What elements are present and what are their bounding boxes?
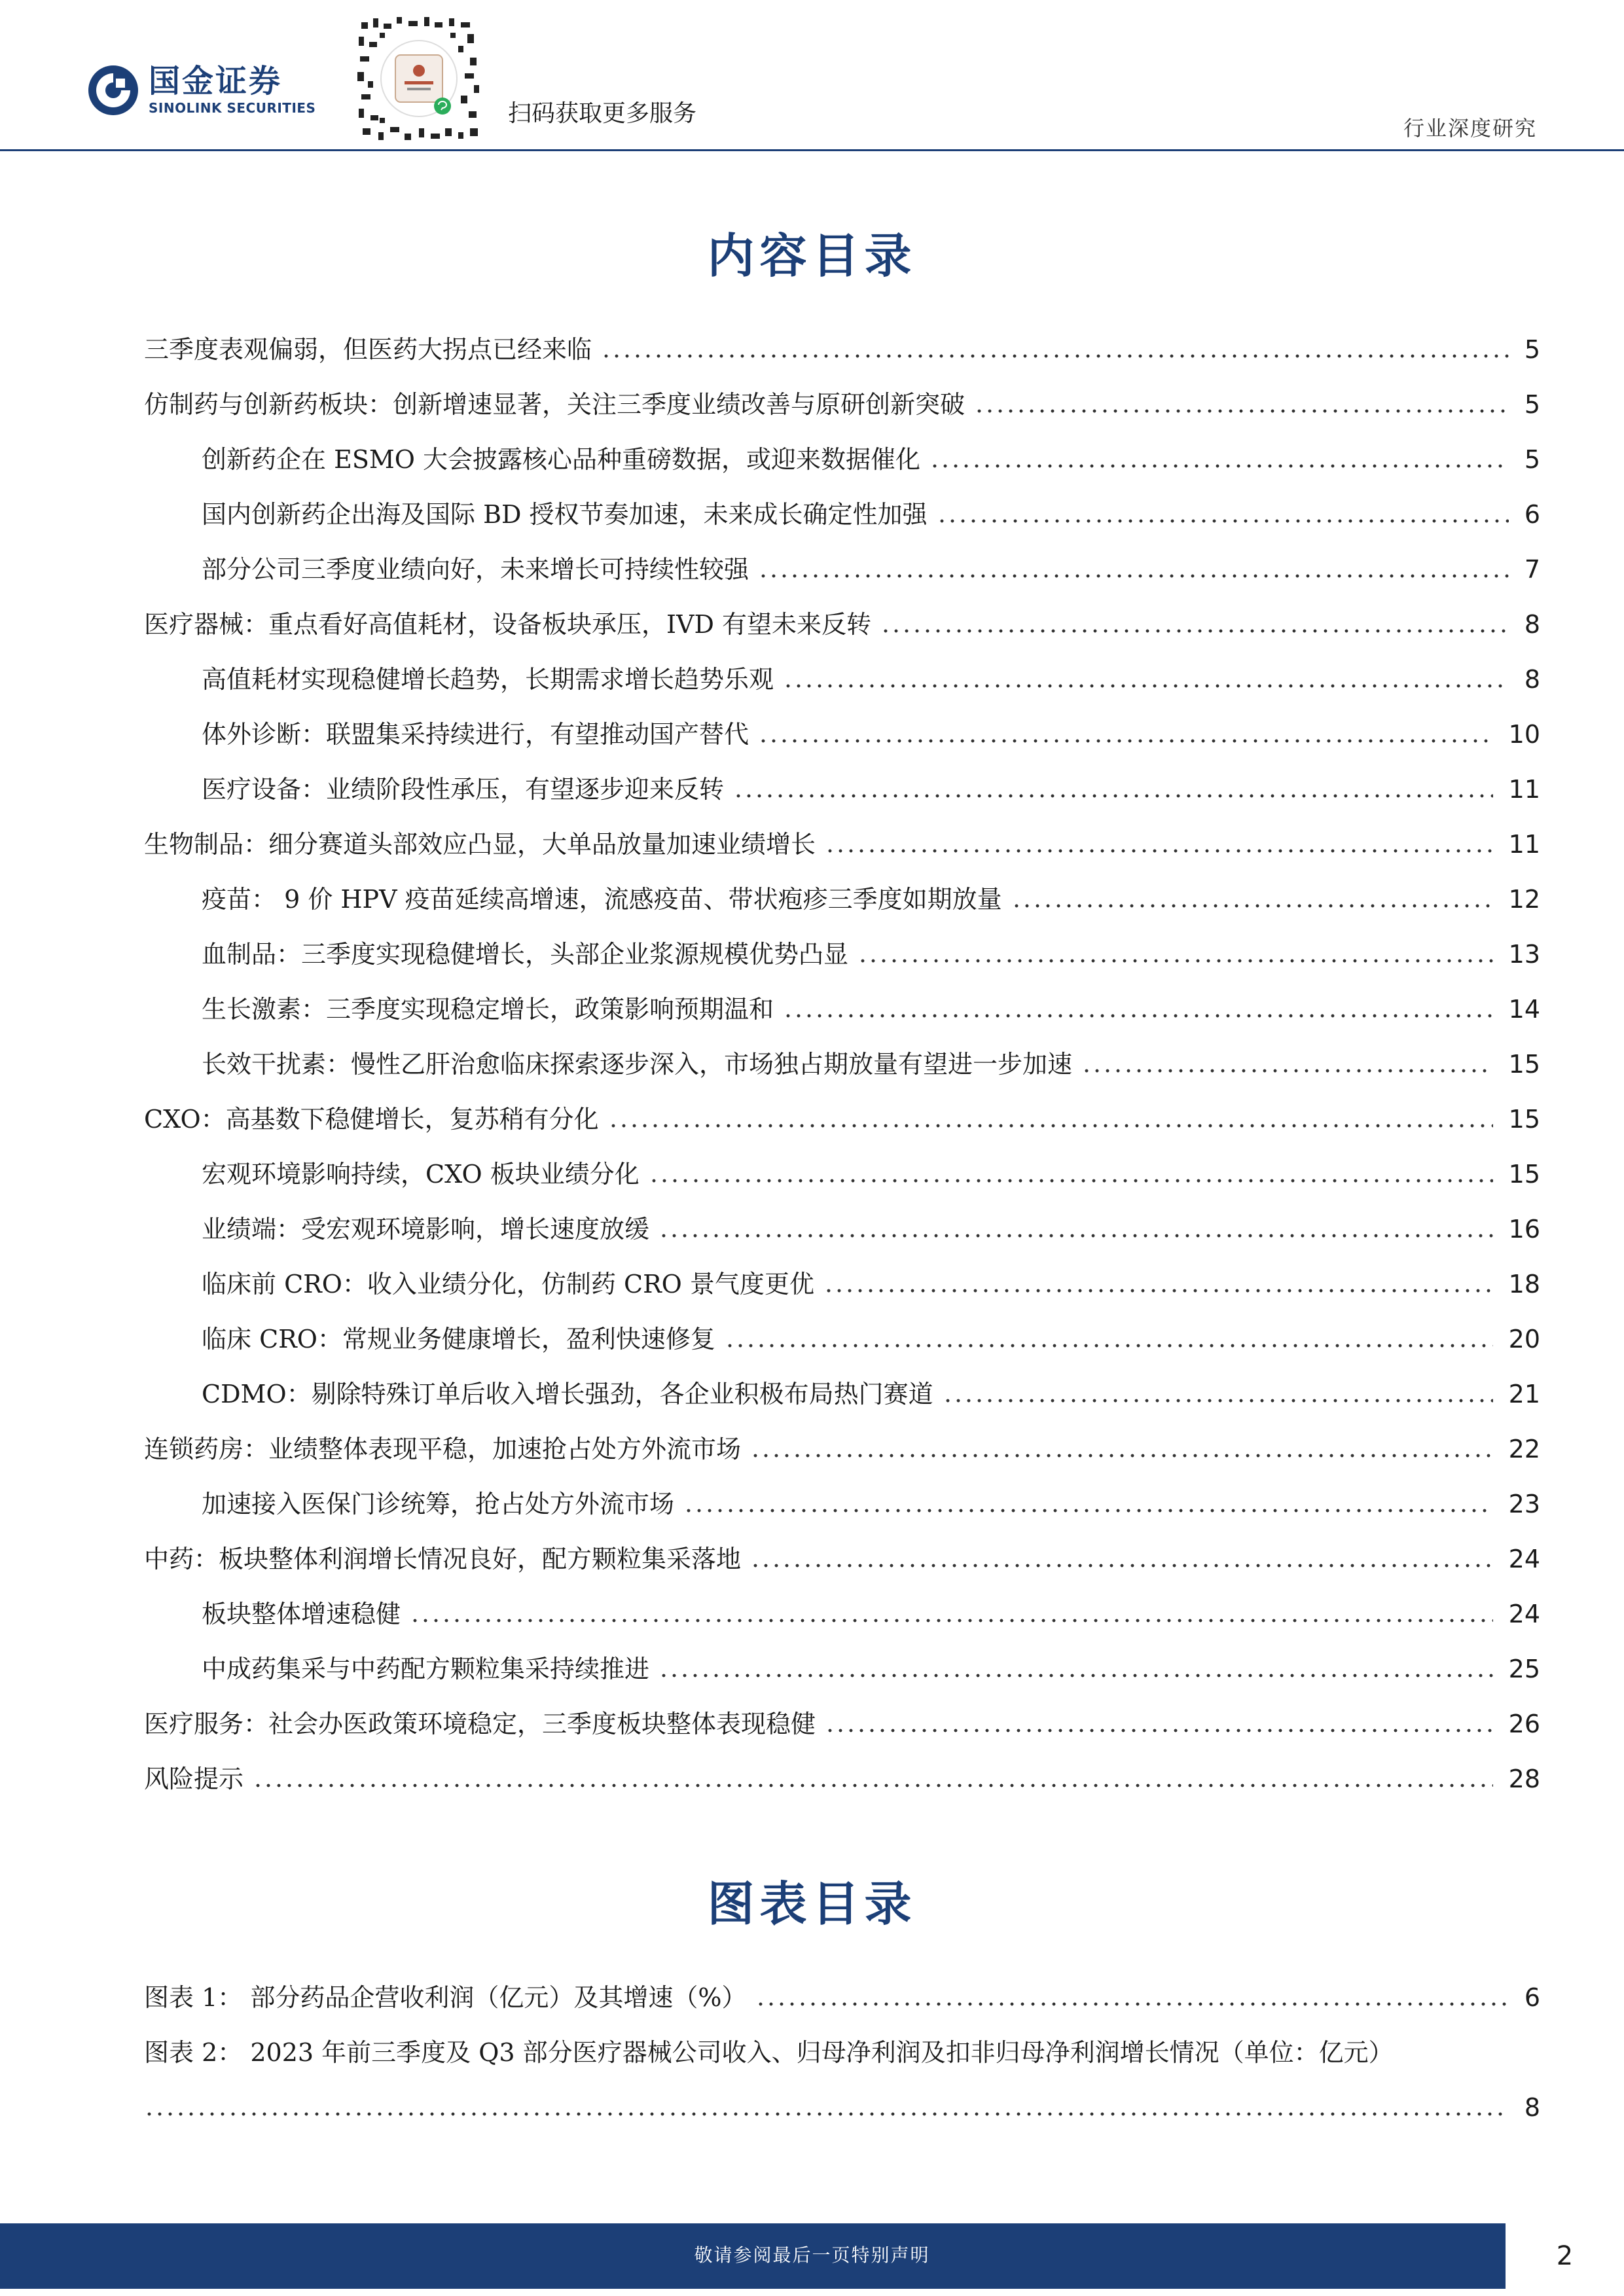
- toc-subentry[interactable]: [202, 550, 1540, 589]
- figure-entry[interactable]: [144, 1978, 1540, 2017]
- toc-entry-page: 20: [1508, 1325, 1540, 1354]
- dot-leader: [144, 2112, 1509, 2116]
- figure-list-title: 图表目录: [707, 1876, 917, 1931]
- toc-entry-label: 长效干扰素：慢性乙肝治愈临床探索逐步深入，市场独占期放量有望进一步加速: [202, 1050, 1073, 1079]
- toc-entry-label: 中成药集采与中药配方颗粒集采持续推进: [202, 1655, 650, 1683]
- figure-entry-page: 6: [1524, 1983, 1540, 2012]
- toc-entry-label: 医疗器械：重点看好高值耗材，设备板块承压，IVD 有望未来反转: [144, 610, 872, 639]
- toc-entry[interactable]: [144, 1704, 1540, 1744]
- company-logo: [87, 63, 323, 122]
- dot-leader: [857, 959, 1493, 963]
- toc-entry-label: 血制品：三季度实现稳健增长，头部企业浆源规模优势凸显: [202, 940, 849, 969]
- toc-entry[interactable]: [144, 385, 1540, 424]
- toc-entry-page: 5: [1524, 445, 1540, 474]
- figure-entry-label: 图表 2： 2023 年前三季度及 Q3 部分医疗器械公司收入、归母净利润及扣非归母净利润增长情况（单位：亿元）: [144, 2038, 1394, 2067]
- toc-subentry[interactable]: [202, 1319, 1540, 1359]
- dot-leader: [825, 1729, 1493, 1732]
- dot-leader: [649, 1179, 1493, 1183]
- dot-leader: [410, 1619, 1493, 1623]
- toc-entry-page: 6: [1524, 500, 1540, 529]
- toc-entry-page: 11: [1508, 775, 1540, 804]
- dot-leader: [659, 1674, 1493, 1677]
- dot-leader: [1011, 904, 1493, 908]
- dot-leader: [974, 409, 1509, 413]
- dot-leader: [683, 1509, 1493, 1513]
- toc-entry-page: 12: [1508, 885, 1540, 914]
- toc-entry-label: 中药：板块整体利润增长情况良好，配方颗粒集采落地: [144, 1545, 742, 1573]
- toc-subentry[interactable]: [202, 715, 1540, 754]
- toc-entry[interactable]: [144, 1429, 1540, 1469]
- toc-entry-page: 24: [1508, 1600, 1540, 1628]
- toc-entry-page: 8: [1524, 665, 1540, 694]
- toc-subentry[interactable]: [202, 495, 1540, 534]
- brand-name-en: SINOLINK SECURITIES: [149, 100, 316, 116]
- toc-entry-label: 仿制药与创新药板块：创新增速显著，关注三季度业绩改善与原研创新突破: [144, 390, 965, 419]
- dot-leader: [783, 1014, 1493, 1018]
- dot-leader: [758, 739, 1493, 743]
- qr-code-icon: [353, 13, 484, 144]
- toc-subentry[interactable]: [202, 990, 1540, 1029]
- sinolink-logo-icon: [87, 64, 139, 117]
- toc-entry-page: 18: [1508, 1270, 1540, 1299]
- toc-entry-page: 15: [1508, 1105, 1540, 1134]
- toc-entry-label: 风险提示: [144, 1765, 244, 1793]
- toc-subentry[interactable]: [202, 440, 1540, 479]
- toc-subentry[interactable]: [202, 1374, 1540, 1414]
- toc-entry-page: 14: [1508, 995, 1540, 1024]
- figure-entry-continuation: [144, 2088, 1540, 2127]
- toc-entry-label: 部分公司三季度业绩向好，未来增长可持续性较强: [202, 555, 749, 584]
- toc-entry-page: 25: [1508, 1655, 1540, 1683]
- toc-entry-label: 创新药企在 ESMO 大会披露核心品种重磅数据，或迎来数据催化: [202, 445, 920, 474]
- brand-name-cn: 国金证券: [149, 63, 283, 99]
- toc-entry-page: 15: [1508, 1050, 1540, 1079]
- header-divider: [0, 149, 1624, 151]
- toc-entry-label: 医疗设备：业绩阶段性承压，有望逐步迎来反转: [202, 775, 725, 804]
- toc-subentry[interactable]: [202, 880, 1540, 919]
- toc-entry-page: 26: [1508, 1710, 1540, 1738]
- dot-leader: [253, 1784, 1493, 1787]
- toc-subentry[interactable]: [202, 1265, 1540, 1304]
- toc-entry-label: 加速接入医保门诊统筹，抢占处方外流市场: [202, 1490, 675, 1518]
- toc-entry-page: 15: [1508, 1160, 1540, 1189]
- toc-entry-page: 24: [1508, 1545, 1540, 1573]
- toc-entry-label: 体外诊断：联盟集采持续进行，有望推动国产替代: [202, 720, 749, 749]
- toc-entry-page: 8: [1524, 610, 1540, 639]
- dot-leader: [601, 354, 1509, 358]
- toc-entry-label: 宏观环境影响持续，CXO 板块业绩分化: [202, 1160, 640, 1189]
- dot-leader: [750, 1454, 1493, 1458]
- toc-entry-label: 高值耗材实现稳健增长趋势，长期需求增长趋势乐观: [202, 665, 774, 694]
- dot-leader: [880, 629, 1509, 633]
- toc-subentry[interactable]: [202, 1210, 1540, 1249]
- toc-subentry[interactable]: [202, 770, 1540, 809]
- toc-entry-label: 业绩端：受宏观环境影响，增长速度放缓: [202, 1215, 650, 1244]
- dot-leader: [608, 1124, 1493, 1128]
- dot-leader: [825, 849, 1493, 853]
- toc-entry-page: 16: [1508, 1215, 1540, 1244]
- toc-subentry[interactable]: [202, 1155, 1540, 1194]
- report-type-label: 行业深度研究: [1403, 116, 1537, 141]
- toc-entry[interactable]: [144, 825, 1540, 864]
- toc-subentry[interactable]: [202, 660, 1540, 699]
- toc-entry-label: 国内创新药企出海及国际 BD 授权节奏加速，未来成长确定性加强: [202, 500, 928, 529]
- toc-entry[interactable]: [144, 1759, 1540, 1799]
- toc-entry-label: 板块整体增速稳健: [202, 1600, 401, 1628]
- toc-entry-label: 连锁药房：业绩整体表现平稳，加速抢占处方外流市场: [144, 1435, 742, 1463]
- dot-leader: [937, 519, 1509, 523]
- toc-entry-label: 临床 CRO：常规业务健康增长，盈利快速修复: [202, 1325, 715, 1354]
- toc-subentry[interactable]: [202, 1594, 1540, 1634]
- toc-subentry[interactable]: [202, 935, 1540, 974]
- toc-entry-label: 临床前 CRO：收入业绩分化，仿制药 CRO 景气度更优: [202, 1270, 814, 1299]
- dot-leader: [725, 1344, 1493, 1348]
- toc-subentry[interactable]: [202, 1484, 1540, 1524]
- toc-entry[interactable]: [144, 330, 1540, 369]
- dot-leader: [929, 464, 1509, 468]
- figure-entry-page: 8: [1524, 2093, 1540, 2122]
- page-header: [0, 0, 1624, 152]
- toc-entry-label: 疫苗： 9 价 HPV 疫苗延续高增速，流感疫苗、带状疱疹三季度如期放量: [202, 885, 1002, 914]
- toc-entry-page: 11: [1508, 830, 1540, 859]
- dot-leader: [659, 1234, 1493, 1238]
- toc-entry-label: 生物制品：细分赛道头部效应凸显，大单品放量加速业绩增长: [144, 830, 816, 859]
- toc-entry[interactable]: [144, 1539, 1540, 1579]
- dot-leader: [755, 2002, 1508, 2006]
- figure-entry-label: 图表 1： 部分药品企营收利润（亿元）及其增速（%）: [144, 1983, 747, 2012]
- toc-title: 内容目录: [707, 228, 917, 283]
- toc-entry[interactable]: [144, 1100, 1540, 1139]
- dot-leader: [758, 574, 1509, 578]
- toc-entry-label: 医疗服务：社会办医政策环境稳定，三季度板块整体表现稳健: [144, 1710, 816, 1738]
- footer-disclaimer: 敬请参阅最后一页特别声明: [694, 2244, 930, 2266]
- toc-entry-page: 5: [1524, 335, 1540, 364]
- qr-caption: 扫码获取更多服务: [508, 100, 697, 127]
- toc-entry-page: 7: [1524, 555, 1540, 584]
- dot-leader: [783, 684, 1509, 688]
- toc-entry-label: 生长激素：三季度实现稳定增长，政策影响预期温和: [202, 995, 774, 1024]
- dot-leader: [750, 1564, 1493, 1568]
- toc-entry-page: 22: [1508, 1435, 1540, 1463]
- dot-leader: [823, 1289, 1493, 1293]
- toc-entry-label: CXO：高基数下稳健增长，复苏稍有分化: [144, 1105, 599, 1134]
- toc-subentry[interactable]: [202, 1649, 1540, 1689]
- toc-subentry[interactable]: [202, 1045, 1540, 1084]
- dot-leader: [943, 1399, 1493, 1403]
- toc-entry-label: CDMO：剔除特殊订单后收入增长强劲，各企业积极布局热门赛道: [202, 1380, 933, 1408]
- toc-entry-page: 5: [1524, 390, 1540, 419]
- toc-entry-label: 三季度表观偏弱，但医药大拐点已经来临: [144, 335, 592, 364]
- dot-leader: [733, 794, 1493, 798]
- toc-entry-page: 10: [1508, 720, 1540, 749]
- toc-entry-page: 28: [1508, 1765, 1540, 1793]
- toc-entry[interactable]: [144, 605, 1540, 644]
- toc-entry-page: 23: [1508, 1490, 1540, 1518]
- toc-entry-page: 13: [1508, 940, 1540, 969]
- toc-entry-page: 21: [1508, 1380, 1540, 1408]
- page-number: 2: [1556, 2241, 1574, 2271]
- dot-leader: [1081, 1069, 1493, 1073]
